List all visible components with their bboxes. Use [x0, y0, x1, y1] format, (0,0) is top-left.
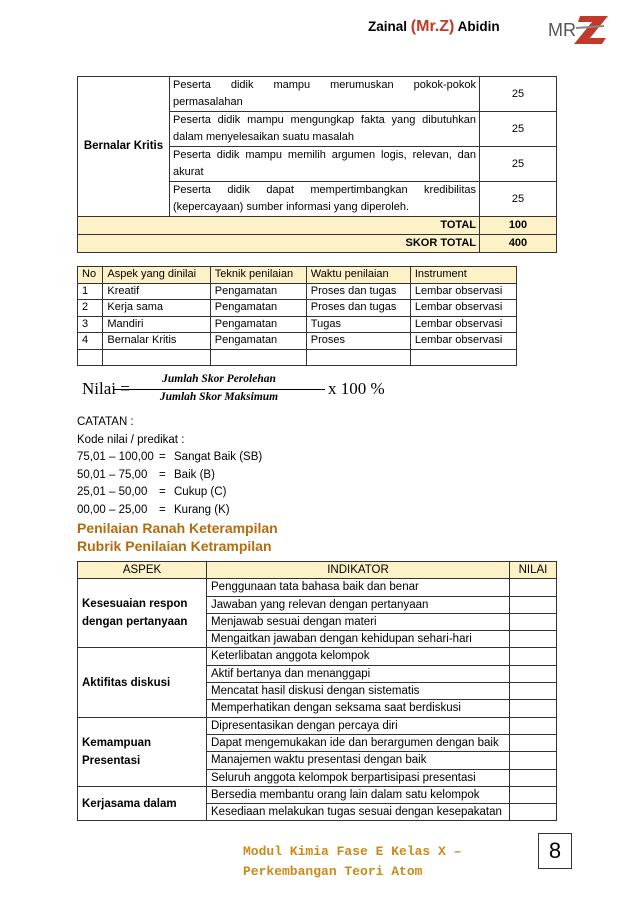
table-cell: Kerja sama	[103, 300, 210, 317]
table-row	[78, 283, 517, 300]
score-input-cell[interactable]	[510, 717, 557, 734]
header-row	[78, 267, 517, 284]
grade-item	[77, 467, 262, 485]
table-cell	[103, 349, 210, 366]
grade-item	[77, 484, 262, 502]
aspect-cell: Kesesuaian respon dengan pertanyaan	[78, 579, 207, 648]
table-cell	[306, 349, 410, 366]
score-input-cell[interactable]	[510, 786, 557, 803]
indicator-cell: Seluruh anggota kelompok berpartisipasi presentasi	[207, 769, 510, 786]
column-header: ASPEK	[78, 562, 207, 579]
table-row	[78, 717, 557, 734]
indicator-cell: Jawaban yang relevan dengan pertanyaan	[207, 596, 510, 613]
grade-range: 25,01 – 50,00	[77, 486, 148, 498]
total-label: TOTAL	[78, 217, 480, 235]
aspect-cell: Kemampuan Presentasi	[78, 717, 207, 786]
total-row	[78, 235, 557, 253]
table-cell: Mandiri	[103, 316, 210, 333]
mrz-logo	[546, 10, 614, 46]
table-row	[78, 300, 517, 317]
score-input-cell[interactable]	[510, 734, 557, 751]
notes-subtitle: Kode nilai / predikat :	[77, 433, 185, 446]
aspect-cell: Kerjasama dalam	[78, 786, 207, 821]
footer-title	[243, 842, 461, 882]
indicator-cell: Bersedia membantu orang lain dalam satu kelompok	[207, 786, 510, 803]
formula-denominator: Jumlah Skor Maksimum	[159, 391, 279, 403]
equals-sign: =	[159, 468, 166, 481]
score-cell: 25	[480, 182, 557, 217]
page-number: 8	[538, 833, 572, 869]
section-subtitle: Rubrik Penilaian Ketrampilan	[77, 538, 272, 554]
equals-sign: =	[159, 486, 166, 498]
score-input-cell[interactable]	[510, 769, 557, 786]
grade-item	[77, 449, 262, 467]
table-cell: Tugas	[306, 316, 410, 333]
indicator-cell: Memperhatikan dengan seksama saat berdiskusi	[207, 700, 510, 717]
table-cell: 3	[78, 316, 103, 333]
table-cell	[78, 349, 103, 366]
indicator-cell: Peserta didik dapat mempertimbangkan kredibilitas (kepercayaan) sumber informasi yang diperoleh.	[170, 182, 480, 217]
score-input-cell[interactable]	[510, 631, 557, 648]
formula-numerator: Jumlah Skor Perolehan	[162, 373, 276, 385]
score-cell: 25	[480, 147, 557, 182]
indicator-cell: Penggunaan tata bahasa baik dan benar	[207, 579, 510, 596]
critical-thinking-table	[77, 76, 557, 253]
table-cell: Lembar observasi	[410, 283, 516, 300]
table-cell: Pengamatan	[210, 283, 306, 300]
table-row	[78, 333, 517, 350]
author-last-name: Abidin	[457, 19, 500, 34]
formula-multiplier: x 100 %	[328, 379, 385, 398]
score-input-cell[interactable]	[510, 665, 557, 682]
table-cell: Kreatif	[103, 283, 210, 300]
equals-sign: =	[159, 451, 166, 463]
indicator-cell: Keterlibatan anggota kelompok	[207, 648, 510, 665]
header-row	[78, 562, 557, 579]
total-label: SKOR TOTAL	[78, 235, 480, 253]
table-row	[78, 648, 557, 665]
grade-range: 75,01 – 100,00	[77, 451, 154, 463]
table-cell: 1	[78, 283, 103, 300]
table-cell: Pengamatan	[210, 316, 306, 333]
table-row	[78, 349, 517, 366]
indicator-cell: Dipresentasikan dengan percaya diri	[207, 717, 510, 734]
indicator-cell: Mencatat hasil diskusi dengan sistematis	[207, 683, 510, 700]
indicator-cell: Mengaitkan jawaban dengan kehidupan sehari-hari	[207, 631, 510, 648]
skills-rubric-table	[77, 561, 557, 821]
score-input-cell[interactable]	[510, 804, 557, 821]
score-input-cell[interactable]	[510, 683, 557, 700]
score-input-cell[interactable]	[510, 596, 557, 613]
column-header: Waktu penilaian	[306, 267, 410, 284]
score-input-cell[interactable]	[510, 700, 557, 717]
grading-notes	[77, 414, 262, 519]
score-input-cell[interactable]	[510, 613, 557, 630]
score-cell: 25	[480, 77, 557, 112]
table-cell: Proses	[306, 333, 410, 350]
score-input-cell[interactable]	[510, 648, 557, 665]
total-value: 400	[480, 235, 557, 253]
indicator-cell: Menjawab sesuai dengan materi	[207, 613, 510, 630]
column-header: INDIKATOR	[207, 562, 510, 579]
table-cell: Pengamatan	[210, 333, 306, 350]
table-row	[78, 77, 557, 112]
indicator-cell: Peserta didik mampu merumuskan pokok-pokok permasalahan	[170, 77, 480, 112]
table-cell: Lembar observasi	[410, 333, 516, 350]
equals-sign: =	[159, 503, 166, 516]
table-cell: Proses dan tugas	[306, 283, 410, 300]
indicator-cell: Manajemen waktu presentasi dengan baik	[207, 752, 510, 769]
score-input-cell[interactable]	[510, 579, 557, 596]
grade-label: Baik (B)	[174, 468, 215, 481]
column-header: Teknik penilaian	[210, 267, 306, 284]
section-title: Penilaian Ranah Keterampilan	[77, 520, 278, 536]
grade-label: Sangat Baik (SB)	[174, 451, 263, 463]
indicator-cell: Peserta didik mampu memilih argumen logis, relevan, dan akurat	[170, 147, 480, 182]
score-cell: 25	[480, 112, 557, 147]
column-header: NILAI	[510, 562, 557, 579]
grade-item	[77, 502, 262, 520]
indicator-cell: Peserta didik mampu mengungkap fakta yang dibutuhkan dalam menyelesaikan suatu masalah	[170, 112, 480, 147]
footer-line-2: Perkembangan Teori Atom	[243, 864, 423, 879]
column-header: No	[78, 267, 103, 284]
table-cell: Bernalar Kritis	[103, 333, 210, 350]
table-cell: Lembar observasi	[410, 300, 516, 317]
author-nickname: (Mr.Z)	[410, 18, 455, 35]
grade-range: 50,01 – 75,00	[77, 468, 148, 481]
table-cell: Pengamatan	[210, 300, 306, 317]
notes-title: CATATAN :	[77, 416, 134, 428]
column-header: Instrument	[410, 267, 516, 284]
table-cell	[410, 349, 516, 366]
aspect-cell: Aktifitas diskusi	[78, 648, 207, 717]
footer-line-1: Modul Kimia Fase E Kelas X –	[243, 844, 462, 859]
indicator-cell: Dapat mengemukakan ide dan berargumen dengan baik	[207, 734, 510, 751]
score-formula	[82, 372, 385, 408]
table-row	[78, 786, 557, 803]
fraction-bar	[113, 389, 325, 390]
grade-label: Kurang (K)	[174, 503, 230, 516]
indicator-cell: Aktif bertanya dan menanggapi	[207, 665, 510, 682]
formula-label: Nilai =	[82, 379, 130, 398]
table-row	[78, 579, 557, 596]
total-row	[78, 217, 557, 235]
logo-letters: MR	[548, 20, 576, 40]
total-value: 100	[480, 217, 557, 235]
table-cell: 4	[78, 333, 103, 350]
table-row	[78, 316, 517, 333]
score-input-cell[interactable]	[510, 752, 557, 769]
grade-range: 00,00 – 25,00	[77, 503, 148, 516]
assessment-plan-table	[77, 266, 517, 366]
author-first-name: Zainal	[368, 19, 408, 34]
grade-label: Cukup (C)	[174, 486, 227, 498]
column-header: Aspek yang dinilai	[103, 267, 210, 284]
author-name	[368, 18, 500, 36]
table-cell	[210, 349, 306, 366]
table-cell: 2	[78, 300, 103, 317]
table-cell: Proses dan tugas	[306, 300, 410, 317]
table-cell: Lembar observasi	[410, 316, 516, 333]
aspect-cell: Bernalar Kritis	[78, 77, 170, 217]
indicator-cell: Kesediaan melakukan tugas sesuai dengan kesepakatan	[207, 804, 510, 821]
